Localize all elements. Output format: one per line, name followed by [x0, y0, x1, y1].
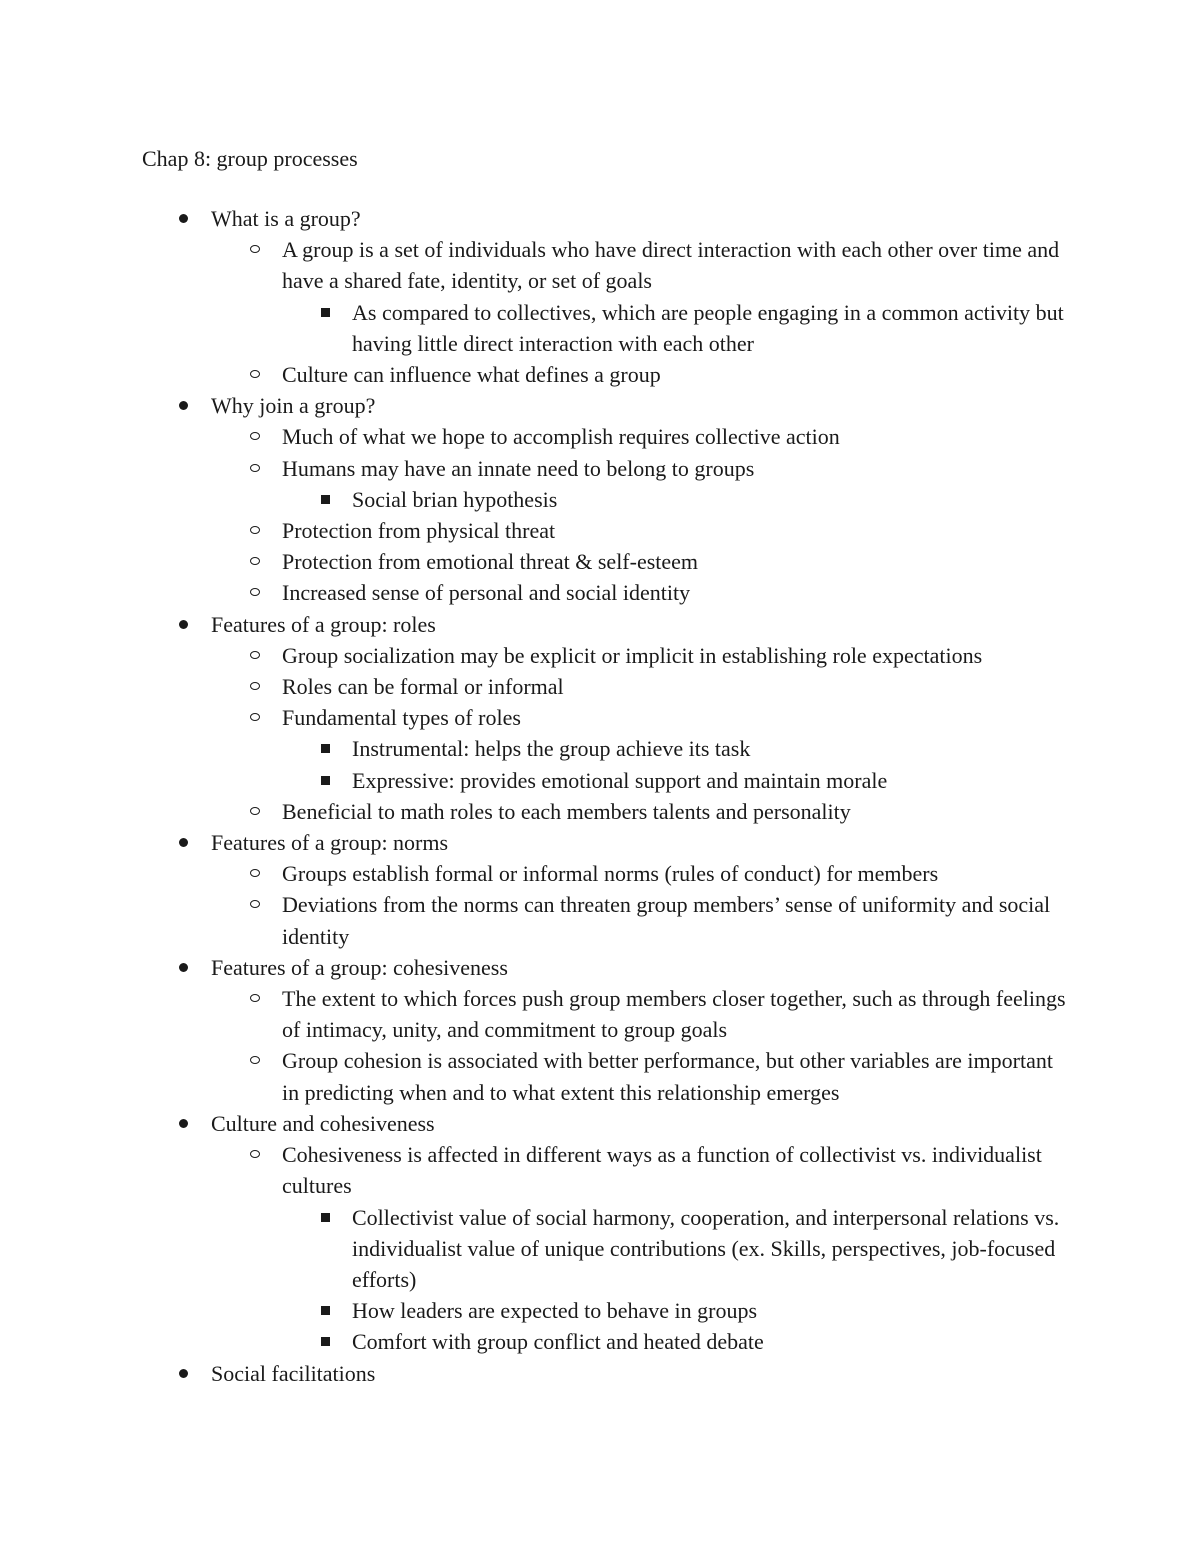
- outline-item-text: What is a group?: [211, 206, 361, 231]
- outline-item-level-2: [282, 858, 1072, 889]
- page-title: Chap 8: group processes: [142, 146, 358, 171]
- outline-item-level-3: [352, 484, 1072, 515]
- outline-item-text: Much of what we hope to accomplish requires collective action: [282, 424, 840, 450]
- hollow-circle-bullet-icon: [250, 713, 260, 721]
- outline-item-level-3: [352, 1202, 1072, 1296]
- outline-item-text: Social facilitations: [211, 1360, 376, 1386]
- outline-item-level-2: [282, 421, 1072, 452]
- outline-item-level-3: [352, 1295, 1072, 1326]
- outline-item-level-1: [211, 609, 1071, 640]
- outline-item-level-2: [282, 671, 1072, 702]
- bullet-outline: [0, 203, 1200, 1389]
- filled-circle-bullet-icon: [179, 401, 188, 410]
- outline-item-text: Group cohesion is associated with better performance, but other variables are important in predicting when and to what extent this relationship emerges: [282, 1048, 1053, 1105]
- outline-item-text: Instrumental: helps the group achieve its task: [352, 736, 751, 762]
- outline-item-text: Features of a group: roles: [211, 611, 436, 637]
- outline-item-text: As compared to collectives, which are people engaging in a common activity but having little direct interaction with each other: [352, 299, 1064, 356]
- outline-item-level-3: [352, 765, 1072, 796]
- outline-item-level-3: [352, 1326, 1072, 1357]
- outline-item-level-1: [211, 827, 1071, 858]
- hollow-circle-bullet-icon: [250, 1056, 260, 1064]
- outline-item-level-1: [211, 952, 1071, 983]
- outline-item-text: Protection from physical threat: [282, 518, 556, 544]
- filled-circle-bullet-icon: [179, 1369, 188, 1378]
- outline-item-level-2: [282, 577, 1072, 608]
- outline-item-text: Expressive: provides emotional support and maintain morale: [352, 767, 888, 793]
- outline-item-text: Increased sense of personal and social identity: [282, 580, 691, 606]
- hollow-circle-bullet-icon: [250, 651, 260, 659]
- outline-item-level-2: [282, 889, 1072, 951]
- hollow-circle-bullet-icon: [250, 807, 260, 815]
- hollow-circle-bullet-icon: [250, 526, 260, 534]
- outline-item-text: Deviations from the norms can threaten group members’ sense of uniformity and social identity: [282, 892, 1051, 949]
- filled-square-bullet-icon: [321, 1337, 330, 1346]
- outline-item-level-2: [282, 546, 1072, 577]
- filled-square-bullet-icon: [321, 776, 330, 785]
- hollow-circle-bullet-icon: [250, 432, 260, 440]
- outline-item-level-2: [282, 359, 1072, 390]
- filled-circle-bullet-icon: [179, 214, 188, 223]
- outline-item-text: Beneficial to math roles to each members talents and personality: [282, 798, 851, 824]
- outline-item-text: Comfort with group conflict and heated debate: [352, 1329, 764, 1355]
- outline-item-text: Protection from emotional threat & self-esteem: [282, 549, 699, 575]
- outline-item-level-2: [282, 234, 1072, 296]
- outline-item-level-1: [211, 203, 1071, 234]
- outline-item-level-2: [282, 453, 1072, 484]
- outline-item-text: How leaders are expected to behave in groups: [352, 1298, 758, 1324]
- outline-item-text: Fundamental types of roles: [282, 705, 521, 731]
- filled-circle-bullet-icon: [179, 963, 188, 972]
- outline-item-level-1: [211, 1108, 1071, 1139]
- filled-square-bullet-icon: [321, 744, 330, 753]
- outline-item-text: The extent to which forces push group members closer together, such as through feelings of intimacy, unity, and commitment to group goals: [282, 986, 1066, 1043]
- outline-item-text: Roles can be formal or informal: [282, 674, 564, 700]
- outline-item-level-3: [352, 297, 1072, 359]
- hollow-circle-bullet-icon: [250, 464, 260, 472]
- outline-item-text: Group socialization may be explicit or implicit in establishing role expectations: [282, 642, 983, 668]
- outline-item-text: Culture and cohesiveness: [211, 1110, 435, 1136]
- outline-item-text: Features of a group: norms: [211, 830, 449, 856]
- outline-item-level-1: [211, 390, 1071, 421]
- outline-item-level-2: [282, 796, 1072, 827]
- outline-item-level-2: [282, 640, 1072, 671]
- outline-item-level-3: [352, 733, 1072, 764]
- hollow-circle-bullet-icon: [250, 370, 260, 378]
- hollow-circle-bullet-icon: [250, 1150, 260, 1158]
- hollow-circle-bullet-icon: [250, 588, 260, 596]
- hollow-circle-bullet-icon: [250, 682, 260, 690]
- outline-item-text: Social brian hypothesis: [352, 486, 558, 512]
- filled-square-bullet-icon: [321, 495, 330, 504]
- filled-circle-bullet-icon: [179, 838, 188, 847]
- hollow-circle-bullet-icon: [250, 900, 260, 908]
- outline-item-text: Why join a group?: [211, 393, 376, 419]
- outline-item-level-2: [282, 1139, 1072, 1201]
- hollow-circle-bullet-icon: [250, 994, 260, 1002]
- filled-square-bullet-icon: [321, 308, 330, 317]
- outline-item-level-2: [282, 515, 1072, 546]
- outline-item-text: Features of a group: cohesiveness: [211, 954, 508, 980]
- outline-item-level-2: [282, 702, 1072, 733]
- outline-item-text: Culture can influence what defines a group: [282, 362, 661, 388]
- filled-square-bullet-icon: [321, 1306, 330, 1315]
- hollow-circle-bullet-icon: [250, 557, 260, 565]
- outline-item-text: Collectivist value of social harmony, cooperation, and interpersonal relations vs. individualist value of unique contributions (ex. Skills, perspectives, job-focused efforts): [352, 1204, 1060, 1292]
- filled-square-bullet-icon: [321, 1213, 330, 1222]
- filled-circle-bullet-icon: [179, 1119, 188, 1128]
- filled-circle-bullet-icon: [179, 620, 188, 629]
- outline-item-text: Humans may have an innate need to belong to groups: [282, 455, 755, 481]
- outline-item-level-2: [282, 1045, 1072, 1107]
- hollow-circle-bullet-icon: [250, 245, 260, 253]
- outline-item-text: A group is a set of individuals who have direct interaction with each other over time and have a shared fate, identity, or set of goals: [282, 237, 1060, 294]
- hollow-circle-bullet-icon: [250, 869, 260, 877]
- outline-item-text: Cohesiveness is affected in different ways as a function of collectivist vs. individualist cultures: [282, 1142, 1042, 1199]
- outline-item-level-2: [282, 983, 1072, 1045]
- outline-item-level-1: [211, 1358, 1071, 1389]
- outline-item-text: Groups establish formal or informal norms (rules of conduct) for members: [282, 861, 939, 887]
